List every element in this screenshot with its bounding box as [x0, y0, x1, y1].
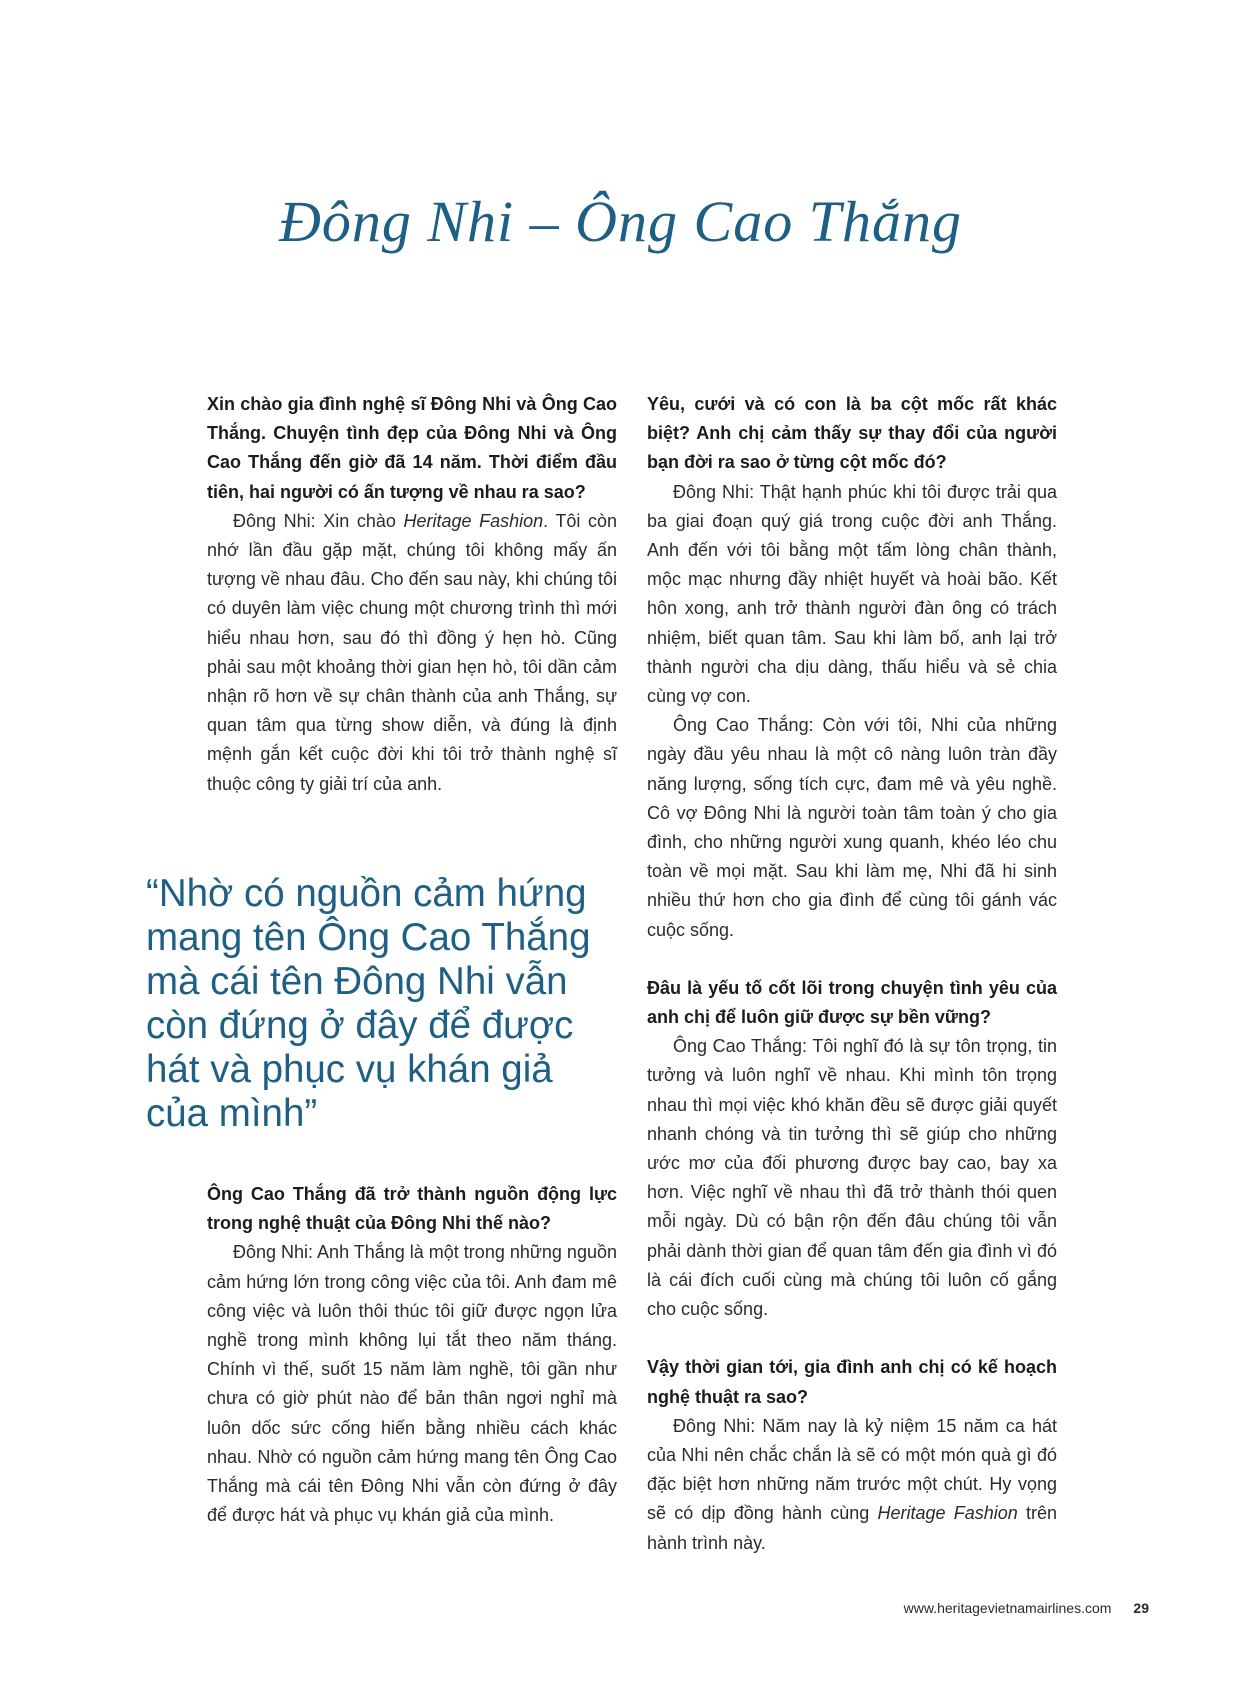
page-number: 29 — [1133, 1600, 1149, 1616]
answer-4: Ông Cao Thắng: Tôi nghĩ đó là sự tôn trọng, tin tưởng và luôn nghĩ về nhau. Khi mình tôn trọng nhau thì mọi việc khó khăn đều sẽ được giải quyết nhanh chóng và tin tưởng thì sẽ giúp cho những ước mơ của đối phương được bay cao, bay xa hơn. Việc nghĩ về nhau thì đã trở thành thói quen mỗi ngày. Dù có bận rộn đến đâu chúng tôi vẫn phải dành thời gian để quan tâm đến gia đình vì đó là cái đích cuối cùng mà chúng tôi luôn cố gắng cho cuộc sống. — [647, 1036, 1057, 1320]
pull-quote: “Nhờ có nguồn cảm hứng mang tên Ông Cao Thắng mà cái tên Đông Nhi vẫn còn đứng ở đây để được hát và phục vụ khán giả của mình” — [146, 872, 591, 1135]
answer-5-text-cont: trên hành trình này. — [647, 1503, 1057, 1553]
answer-5-text: Đông Nhi: Năm nay là kỷ niệm 15 năm ca hát của Nhi nên chắc chắn là sẽ có một món quà gì đó đặc biệt hơn những năm trước một chút. Hy vọng sẽ có dịp đồng hành cùng — [647, 1415, 1057, 1524]
question-1: Xin chào gia đình nghệ sĩ Đông Nhi và Ông Cao Thắng. Chuyện tình đẹp của Đông Nhi và Ông Cao Thắng đến giờ đã 14 năm. Thời điểm đầu tiên, hai người có ấn tượng về nhau ra sao? — [207, 394, 617, 502]
question-3: Yêu, cưới và có con là ba cột mốc rất khác biệt? Anh chị cảm thấy sự thay đổi của người bạn đời ra sao ở từng cột mốc đó? — [647, 394, 1057, 473]
question-2: Ông Cao Thắng đã trở thành nguồn động lực trong nghệ thuật của Đông Nhi thế nào? — [207, 1184, 617, 1234]
left-column-top — [207, 390, 617, 799]
left-column-bottom — [207, 1180, 617, 1530]
answer-1-text: Đông Nhi: Xin chào — [233, 510, 404, 531]
website-url: www.heritagevietnamairlines.com — [903, 1600, 1112, 1616]
article-title: Đông Nhi – Ông Cao Thắng — [278, 189, 962, 254]
answer-3b: Ông Cao Thắng: Còn với tôi, Nhi của những ngày đầu yêu nhau là một cô nàng luôn tràn đầy năng lượng, sống tích cực, đam mê và yêu nghề. Cô vợ Đông Nhi là người toàn tâm toàn ý cho gia đình, cho những người xung quanh, khéo léo chu toàn về mọi mặt. Sau khi làm mẹ, Nhi đã hi sinh nhiều thứ hơn cho gia đình để cùng tôi gánh vác cuộc sống. — [647, 715, 1057, 940]
magazine-name-2: Heritage Fashion — [877, 1503, 1018, 1524]
answer-1-text-cont: . Tôi còn nhớ lần đầu gặp mặt, chúng tôi không mấy ấn tượng về nhau đâu. Cho đến sau này, khi chúng tôi có duyên làm việc chung một chương trình thì mới hiểu nhau hơn, sau đó thì đồng ý hẹn hò. Cũng phải sau một khoảng thời gian hẹn hò, tôi dần cảm nhận rõ hơn về sự chân thành của anh Thắng, sự quan tâm qua từng show diễn, và đúng là định mệnh gắn kết cuộc đời khi tôi trở thành nghệ sĩ thuộc công ty giải trí của anh. — [207, 510, 618, 794]
answer-5 — [647, 1412, 1057, 1558]
question-5: Vậy thời gian tới, gia đình anh chị có kế hoạch nghệ thuật ra sao? — [647, 1357, 1057, 1407]
answer-1 — [207, 507, 617, 799]
page-footer — [904, 1600, 1149, 1616]
answer-3: Đông Nhi: Thật hạnh phúc khi tôi được trải qua ba giai đoạn quý giá trong cuộc đời anh Thắng. Anh đến với tôi bằng một tấm lòng chân thành, mộc mạc nhưng đầy nhiệt huyết và hoài bão. Kết hôn xong, anh trở thành người đàn ông có trách nhiệm, biết quan tâm. Sau khi làm bố, anh lại trở thành người cha dịu dàng, thấu hiểu và sẻ chia cùng vợ con. — [647, 481, 1057, 707]
magazine-name: Heritage Fashion — [403, 510, 544, 531]
answer-2: Đông Nhi: Anh Thắng là một trong những nguồn cảm hứng lớn trong công việc của tôi. Anh đam mê công việc và luôn thôi thúc tôi giữ được ngọn lửa nghề trong mình không lụi tắt theo năm tháng. Chính vì thế, suốt 15 năm làm nghề, tôi gần như chưa có giờ phút nào để bản thân ngơi nghỉ mà luôn dốc sức cống hiến bằng nhiều cách khác nhau. Nhờ có nguồn cảm hứng mang tên Ông Cao Thắng mà cái tên Đông Nhi vẫn còn đứng ở đây để được hát và phục vụ khán giả của mình. — [207, 1242, 617, 1526]
question-4: Đâu là yếu tố cốt lõi trong chuyện tình yêu của anh chị để luôn giữ được sự bền vững? — [647, 977, 1057, 1028]
right-column — [647, 390, 1057, 1558]
